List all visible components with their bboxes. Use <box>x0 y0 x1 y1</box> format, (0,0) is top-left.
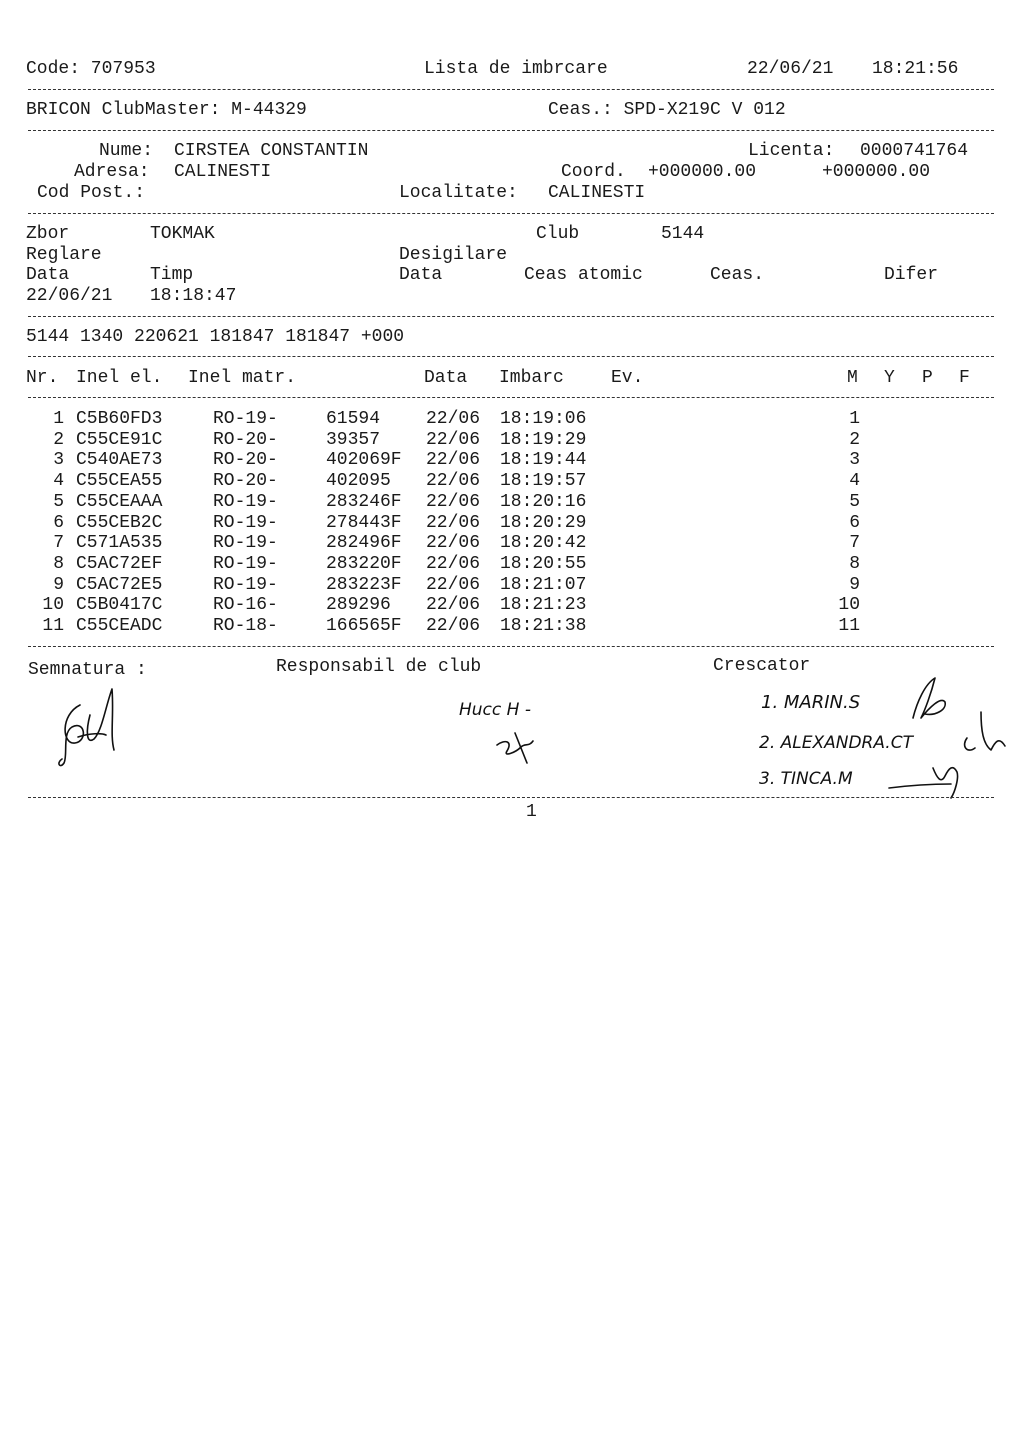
cell-nr: 8 <box>53 553 64 574</box>
col-header-y: Y <box>884 368 895 388</box>
cell-m: 4 <box>849 471 860 492</box>
cell-electronic-ring: C5AC72E5 <box>76 574 163 595</box>
cell-boarding-time: 18:20:16 <box>500 491 587 512</box>
cell-electronic-ring: C5AC72EF <box>76 553 163 574</box>
cell-ring-number: 278443F <box>326 512 402 533</box>
coord-label: Coord. <box>561 162 626 182</box>
club-number: 5144 <box>661 224 705 244</box>
clock-id: Ceas.: SPD-X219C V 012 <box>548 100 786 120</box>
handwritten-signature-left <box>50 675 140 775</box>
reglare-time-label: Timp <box>150 265 194 285</box>
cell-nr: 3 <box>53 450 64 471</box>
cell-ring-prefix: RO-19- <box>213 409 278 429</box>
address-label: Adresa: <box>74 162 150 182</box>
cell-boarding-time: 18:20:29 <box>500 512 587 533</box>
cell-boarding-time: 18:19:29 <box>500 429 587 450</box>
cell-ring-number: 61594 <box>326 409 381 429</box>
cell-nr: 4 <box>53 471 64 492</box>
cell-boarding-time: 18:19:06 <box>500 409 587 429</box>
cell-ring-number: 283246F <box>326 491 402 512</box>
cell-ring-number: 282496F <box>326 533 402 554</box>
reglare-date: 22/06/21 <box>26 286 113 306</box>
cell-date: 22/06 <box>426 450 481 471</box>
cell-ring-number: 283220F <box>326 553 402 574</box>
cell-ring-number: 166565F <box>326 616 402 636</box>
cell-date: 22/06 <box>426 491 481 512</box>
postcode-label: Cod Post.: <box>37 183 146 203</box>
cell-m: 6 <box>849 512 860 533</box>
cell-electronic-ring: C55CE91C <box>76 429 163 450</box>
cell-boarding-time: 18:19:44 <box>500 450 587 471</box>
cell-ring-prefix: RO-19- <box>213 491 278 512</box>
cell-ring-prefix: RO-18- <box>213 616 278 636</box>
license-label: Licenta: <box>748 141 835 161</box>
name-label: Nume: <box>99 141 154 161</box>
cell-nr: 9 <box>53 574 64 595</box>
col-header-f: F <box>959 368 970 388</box>
col-header-ev: Ev. <box>611 368 644 388</box>
cell-boarding-time: 18:19:57 <box>500 471 587 492</box>
cell-ring-prefix: RO-20- <box>213 471 278 492</box>
cell-boarding-time: 18:21:07 <box>500 574 587 595</box>
cell-m: 1 <box>849 409 860 429</box>
owner-name: CIRSTEA CONSTANTIN <box>174 141 369 161</box>
atomic-clock-label: Ceas atomic <box>524 265 643 285</box>
cell-electronic-ring: C571A535 <box>76 533 163 554</box>
clock-label: Ceas. <box>710 265 765 285</box>
cell-date: 22/06 <box>426 553 481 574</box>
handwritten-signature-club-manager <box>455 695 575 770</box>
cell-date: 22/06 <box>426 409 481 429</box>
cell-ring-number: 402095 <box>326 471 391 492</box>
cell-date: 22/06 <box>426 429 481 450</box>
col-header-m: M <box>847 368 858 388</box>
cell-electronic-ring: C55CEAAA <box>76 491 163 512</box>
col-header-ring-number: Inel matr. <box>188 368 297 388</box>
col-header-electronic-ring: Inel el. <box>76 368 163 388</box>
cell-ring-prefix: RO-19- <box>213 512 278 533</box>
desigilare-label: Desigilare <box>399 245 508 265</box>
handwritten-breeder-list <box>755 672 1015 802</box>
cell-nr: 2 <box>53 429 64 450</box>
cell-m: 2 <box>849 429 860 450</box>
cell-electronic-ring: C55CEA55 <box>76 471 163 492</box>
cell-nr: 7 <box>53 533 64 554</box>
cell-m: 7 <box>849 533 860 554</box>
cell-electronic-ring: C55CEADC <box>76 616 163 636</box>
handwritten-breeder-1: 1. MARIN.S <box>761 692 861 713</box>
separator <box>28 397 994 398</box>
col-header-date: Data <box>424 368 468 388</box>
locality-label: Localitate: <box>399 183 518 203</box>
cell-boarding-time: 18:20:42 <box>500 533 587 554</box>
cell-m: 8 <box>849 553 860 574</box>
breeder-label: Crescator <box>713 656 811 676</box>
cell-ring-prefix: RO-19- <box>213 533 278 554</box>
cell-boarding-time: 18:21:23 <box>500 595 587 616</box>
cell-m: 10 <box>838 595 860 616</box>
cell-date: 22/06 <box>426 512 481 533</box>
handwritten-name-club-manager: Hucc H - <box>459 700 531 720</box>
license-number: 0000741764 <box>860 141 969 161</box>
separator <box>28 316 994 317</box>
cell-boarding-time: 18:21:38 <box>500 616 587 636</box>
cell-electronic-ring: C55CEB2C <box>76 512 163 533</box>
cell-nr: 1 <box>53 409 64 429</box>
coord-x: +000000.00 <box>648 162 757 182</box>
handwritten-breeder-2: 2. ALEXANDRA.CT <box>759 733 913 753</box>
cell-m: 9 <box>849 574 860 595</box>
document-title: Lista de imbrcare <box>424 59 608 79</box>
cell-date: 22/06 <box>426 574 481 595</box>
club-manager-label: Responsabil de club <box>276 657 482 677</box>
cell-m: 3 <box>849 450 860 471</box>
reglare-time: 18:18:47 <box>150 286 237 306</box>
cell-date: 22/06 <box>426 595 481 616</box>
print-time: 18:21:56 <box>872 59 959 79</box>
page-number: 1 <box>526 802 537 822</box>
cell-nr: 5 <box>53 491 64 512</box>
col-header-nr: Nr. <box>26 368 59 388</box>
cell-ring-prefix: RO-20- <box>213 429 278 450</box>
cell-date: 22/06 <box>426 471 481 492</box>
cell-ring-number: 39357 <box>326 429 381 450</box>
cell-electronic-ring: C5B60FD3 <box>76 409 163 429</box>
owner-locality: CALINESTI <box>548 183 646 203</box>
separator <box>28 797 994 798</box>
cell-nr: 11 <box>42 616 64 636</box>
separator <box>28 130 994 131</box>
print-date: 22/06/21 <box>747 59 834 79</box>
col-header-boarding: Imbarc <box>499 368 564 388</box>
separator <box>28 646 994 647</box>
cell-m: 11 <box>838 616 860 636</box>
cell-boarding-time: 18:20:55 <box>500 553 587 574</box>
cell-ring-number: 283223F <box>326 574 402 595</box>
cell-electronic-ring: C5B0417C <box>76 595 163 616</box>
handwritten-breeder-3: 3. TINCA.M <box>759 769 853 789</box>
separator <box>28 356 994 357</box>
clubmaster-id: BRICON ClubMaster: M-44329 <box>26 100 307 120</box>
document-code: Code: 707953 <box>26 59 156 79</box>
desigilare-date-label: Data <box>399 265 443 285</box>
cell-nr: 6 <box>53 512 64 533</box>
difference-label: Difer <box>884 265 939 285</box>
cell-ring-prefix: RO-16- <box>213 595 278 616</box>
separator <box>28 213 994 214</box>
cell-ring-prefix: RO-19- <box>213 574 278 595</box>
cell-date: 22/06 <box>426 533 481 554</box>
reglare-label: Reglare <box>26 245 102 265</box>
summary-line: 5144 1340 220621 181847 181847 +000 <box>26 327 405 347</box>
cell-electronic-ring: C540AE73 <box>76 450 163 471</box>
cell-ring-number: 289296 <box>326 595 391 616</box>
flight-name: TOKMAK <box>150 224 215 244</box>
owner-address: CALINESTI <box>174 162 272 182</box>
cell-nr: 10 <box>42 595 64 616</box>
cell-date: 22/06 <box>426 616 481 636</box>
coord-y: +000000.00 <box>822 162 931 182</box>
reglare-date-label: Data <box>26 265 70 285</box>
flight-label: Zbor <box>26 224 70 244</box>
cell-ring-prefix: RO-20- <box>213 450 278 471</box>
signature-label: Semnatura : <box>28 660 147 680</box>
club-label: Club <box>536 224 580 244</box>
cell-ring-prefix: RO-19- <box>213 553 278 574</box>
col-header-p: P <box>922 368 933 388</box>
separator <box>28 89 994 90</box>
cell-m: 5 <box>849 491 860 512</box>
cell-ring-number: 402069F <box>326 450 402 471</box>
